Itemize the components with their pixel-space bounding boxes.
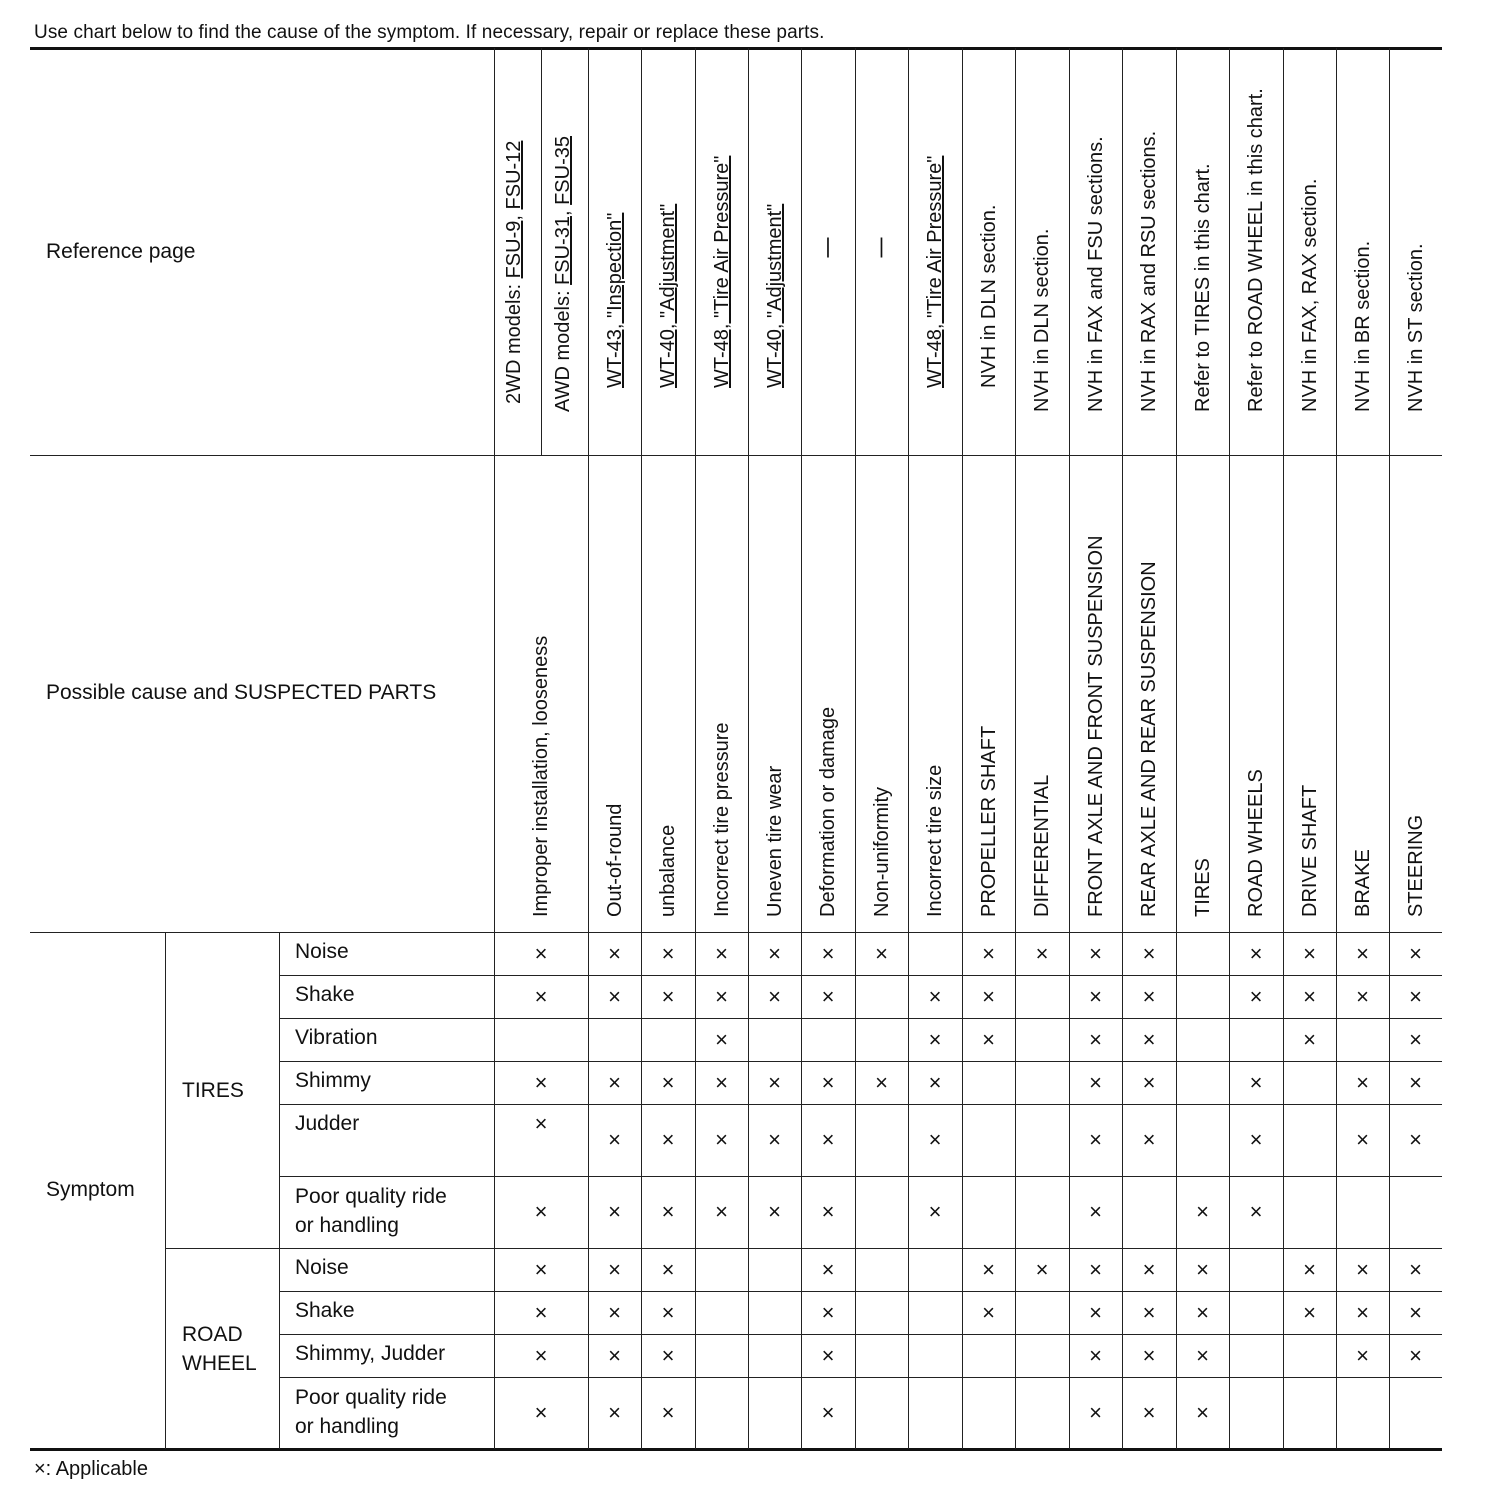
applicable-mark: × — [608, 1256, 621, 1282]
applicable-mark: × — [1249, 1127, 1263, 1152]
applicable-mark: × — [661, 983, 675, 1009]
table-rule — [1389, 48, 1390, 1449]
applicable-mark: × — [928, 1127, 942, 1152]
applicable-mark: × — [1142, 983, 1156, 1009]
applicable-mark: × — [661, 1400, 675, 1425]
applicable-mark: × — [982, 940, 995, 966]
applicable-mark: × — [1089, 1069, 1102, 1095]
applicable-mark: × — [715, 1199, 728, 1224]
reference-text: WT-43, "Inspection" — [603, 212, 626, 388]
table-rule — [279, 1104, 1442, 1105]
applicable-mark: × — [821, 1342, 835, 1368]
applicable-mark: × — [715, 1026, 728, 1052]
applicable-mark: × — [608, 1127, 621, 1152]
applicable-mark: × — [1409, 1299, 1422, 1325]
symptom-name: Shake — [295, 983, 355, 1006]
applicable-mark: × — [768, 983, 781, 1009]
table-rule — [695, 48, 696, 1449]
reference-text: NVH in RAX and RSU sections. — [1138, 130, 1160, 412]
table-rule — [279, 1334, 1442, 1335]
applicable-mark: × — [982, 1026, 995, 1052]
applicable-mark: × — [821, 983, 835, 1009]
applicable-mark: × — [1303, 983, 1316, 1009]
table-rule — [1122, 48, 1123, 1449]
symptom-label: Symptom — [46, 1177, 135, 1201]
reference-text: 2WD models: FSU-9, FSU-12 — [503, 140, 525, 404]
reference-text: WT-48, "Tire Air Pressure" — [710, 155, 733, 388]
applicable-mark: × — [1249, 1199, 1263, 1224]
possible-cause-label: Possible cause and SUSPECTED PARTS — [46, 680, 437, 704]
symptom-name: Judder — [295, 1112, 360, 1135]
applicable-mark: × — [1356, 983, 1369, 1009]
reference-text: WT-40, "Adjustment" — [763, 203, 786, 388]
applicable-mark: × — [1142, 940, 1156, 966]
applicable-mark: × — [928, 1199, 942, 1224]
applicable-mark: × — [928, 1069, 942, 1095]
table-rule — [279, 1018, 1442, 1019]
applicable-mark: × — [534, 1256, 548, 1282]
applicable-mark: × — [608, 1069, 621, 1095]
applicable-mark: × — [1356, 1127, 1369, 1152]
applicable-mark: × — [1142, 1256, 1156, 1282]
table-rule — [1069, 48, 1070, 1449]
table-rule — [279, 1061, 1442, 1062]
cause-label: REAR AXLE AND REAR SUSPENSION — [1138, 561, 1160, 917]
table-rule — [279, 1176, 1442, 1177]
applicable-mark: × — [821, 1400, 835, 1425]
symptom-name: Shake — [295, 1299, 355, 1322]
applicable-mark: × — [1089, 1342, 1102, 1368]
applicable-mark: × — [608, 983, 621, 1009]
applicable-mark: × — [1249, 940, 1263, 966]
applicable-mark: × — [768, 1069, 781, 1095]
applicable-mark: × — [1089, 1400, 1102, 1425]
applicable-mark: × — [982, 1299, 995, 1325]
applicable-mark: × — [1089, 1256, 1102, 1282]
reference-page-label: Reference page — [46, 239, 196, 263]
table-rule — [279, 932, 280, 1449]
group-label: TIRES — [182, 1078, 244, 1102]
cause-label: PROPELLER SHAFT — [977, 725, 1000, 917]
applicable-mark: × — [1303, 1256, 1316, 1282]
reference-text: Refer to ROAD WHEEL in this chart. — [1245, 88, 1267, 412]
applicable-mark: × — [1249, 1069, 1263, 1095]
table-rule — [30, 47, 1442, 50]
cause-label: Out-of-round — [603, 803, 626, 917]
table-rule — [801, 48, 802, 1449]
reference-text: NVH in BR section. — [1351, 240, 1374, 412]
applicable-mark: × — [1409, 1342, 1422, 1368]
symptom-name: Noise — [295, 1256, 349, 1279]
table-rule — [1336, 48, 1337, 1449]
table-rule — [30, 455, 1442, 456]
symptom-name: Vibration — [295, 1026, 378, 1049]
applicable-mark: × — [661, 1127, 675, 1152]
cause-label: DIFFERENTIAL — [1031, 774, 1053, 917]
applicable-mark: × — [982, 1256, 995, 1282]
applicable-mark: × — [928, 1026, 942, 1052]
cause-label: Non-uniformity — [870, 786, 893, 917]
applicable-mark: × — [1142, 1069, 1156, 1095]
symptom-name: Shimmy — [295, 1069, 371, 1092]
table-rule — [748, 48, 749, 1449]
applicable-mark: × — [875, 940, 888, 966]
table-rule — [908, 48, 909, 1449]
applicable-mark: × — [608, 1299, 621, 1325]
cause-label: ROAD WHEELS — [1245, 769, 1267, 917]
applicable-mark: × — [1196, 1342, 1209, 1368]
applicable-mark: × — [768, 1127, 781, 1152]
applicable-mark: × — [821, 1299, 835, 1325]
reference-text: NVH in FAX, RAX section. — [1298, 178, 1321, 412]
applicable-mark: × — [534, 940, 548, 966]
cause-label: Incorrect tire size — [924, 764, 946, 917]
cause-label: DRIVE SHAFT — [1298, 784, 1321, 917]
group-label: ROAD WHEEL — [182, 1322, 257, 1375]
applicable-mark: × — [1142, 1342, 1156, 1368]
intro-text: Use chart below to find the cause of the symptom. If necessary, repair or replace these parts. — [34, 22, 825, 43]
applicable-mark: × — [661, 1199, 675, 1224]
applicable-mark: × — [1142, 1299, 1156, 1325]
applicable-mark: × — [715, 983, 728, 1009]
table-rule — [494, 48, 495, 1449]
symptom-name: Poor quality ride or handling — [295, 1185, 447, 1237]
applicable-mark: × — [608, 1342, 621, 1368]
applicable-mark: × — [1142, 1026, 1156, 1052]
reference-text: WT-40, "Adjustment" — [657, 203, 679, 388]
applicable-mark: × — [1196, 1400, 1209, 1425]
applicable-mark: × — [661, 1256, 675, 1282]
applicable-mark: × — [715, 940, 728, 966]
applicable-mark: × — [1409, 1026, 1422, 1052]
applicable-mark: × — [1142, 1400, 1156, 1425]
applicable-mark: × — [715, 1069, 728, 1095]
reference-text: NVH in FAX and FSU sections. — [1084, 136, 1107, 412]
applicable-mark: × — [534, 1199, 548, 1224]
applicable-mark: × — [661, 1069, 675, 1095]
applicable-mark: × — [1196, 1299, 1209, 1325]
reference-text: NVH in DLN section. — [977, 204, 1000, 388]
applicable-mark: × — [875, 1069, 888, 1095]
applicable-mark: × — [534, 1069, 548, 1095]
applicable-mark: × — [534, 1400, 548, 1425]
applicable-mark: × — [1356, 1299, 1369, 1325]
reference-dash: | — [878, 235, 885, 258]
applicable-mark: × — [928, 983, 942, 1009]
applicable-mark: × — [661, 940, 675, 966]
applicable-mark: × — [1089, 940, 1102, 966]
applicable-mark: × — [1409, 1127, 1422, 1152]
applicable-mark: × — [821, 1256, 835, 1282]
table-rule — [165, 932, 166, 1449]
reference-dash: | — [825, 235, 831, 258]
applicable-mark: × — [1035, 940, 1049, 966]
table-rule — [1015, 48, 1016, 1449]
table-rule — [1176, 48, 1177, 1449]
applicable-mark: × — [768, 1199, 781, 1224]
table-rule — [1229, 48, 1230, 1449]
legend: ×: Applicable — [34, 1458, 148, 1480]
applicable-mark: × — [1303, 940, 1316, 966]
table-rule — [30, 932, 1442, 933]
reference-text: AWD models: FSU-31, FSU-35 — [552, 136, 574, 412]
applicable-mark: × — [1409, 1256, 1422, 1282]
applicable-mark: × — [821, 1199, 835, 1224]
applicable-mark: × — [534, 983, 548, 1009]
reference-text: NVH in DLN section. — [1031, 228, 1053, 412]
table-rule — [279, 975, 1442, 976]
applicable-mark: × — [661, 1342, 675, 1368]
applicable-mark: × — [1356, 1342, 1369, 1368]
table-rule — [30, 1448, 1442, 1451]
table-rule — [165, 1248, 1442, 1249]
applicable-mark: × — [821, 940, 835, 966]
applicable-mark: × — [1356, 1069, 1369, 1095]
symptom-name: Poor quality ride or handling — [295, 1386, 447, 1438]
applicable-mark: × — [1089, 983, 1102, 1009]
applicable-mark: × — [821, 1127, 835, 1152]
cause-label: Deformation or damage — [817, 706, 839, 917]
table-rule — [962, 48, 963, 1449]
applicable-mark: × — [1249, 983, 1263, 1009]
reference-text: Refer to TIRES in this chart. — [1191, 163, 1214, 412]
cause-label: unbalance — [657, 824, 679, 917]
table-rule — [541, 48, 542, 455]
reference-text: WT-48, "Tire Air Pressure" — [924, 155, 946, 388]
cause-label: BRAKE — [1351, 849, 1374, 917]
applicable-mark: × — [608, 1400, 621, 1425]
applicable-mark: × — [534, 1111, 548, 1136]
table-rule — [641, 48, 642, 1449]
cause-label: TIRES — [1191, 858, 1214, 917]
applicable-mark: × — [1089, 1026, 1102, 1052]
table-rule — [279, 1377, 1442, 1378]
applicable-mark: × — [1409, 983, 1422, 1009]
applicable-mark: × — [1035, 1256, 1049, 1282]
cause-label: FRONT AXLE AND FRONT SUSPENSION — [1084, 535, 1107, 917]
applicable-mark: × — [1196, 1256, 1209, 1282]
applicable-mark: × — [768, 940, 781, 966]
cause-label: Improper installation, looseness — [530, 635, 552, 917]
table-rule — [279, 1291, 1442, 1292]
applicable-mark: × — [608, 940, 621, 966]
applicable-mark: × — [715, 1127, 728, 1152]
symptom-name: Shimmy, Judder — [295, 1342, 446, 1365]
applicable-mark: × — [1142, 1127, 1156, 1152]
table-rule — [588, 48, 589, 1449]
cause-label: STEERING — [1404, 814, 1427, 917]
applicable-mark: × — [661, 1299, 675, 1325]
applicable-mark: × — [1196, 1199, 1209, 1224]
reference-text: NVH in ST section. — [1404, 243, 1427, 412]
applicable-mark: × — [1409, 1069, 1422, 1095]
applicable-mark: × — [1089, 1127, 1102, 1152]
applicable-mark: × — [1089, 1199, 1102, 1224]
table-rule — [1283, 48, 1284, 1449]
applicable-mark: × — [608, 1199, 621, 1224]
table-rule — [855, 48, 856, 1449]
applicable-mark: × — [1303, 1299, 1316, 1325]
applicable-mark: × — [982, 983, 995, 1009]
applicable-mark: × — [1356, 940, 1369, 966]
cause-label: Uneven tire wear — [763, 765, 786, 917]
applicable-mark: × — [821, 1069, 835, 1095]
symptom-name: Noise — [295, 940, 349, 963]
applicable-mark: × — [1409, 940, 1422, 966]
applicable-mark: × — [534, 1342, 548, 1368]
applicable-mark: × — [1356, 1256, 1369, 1282]
applicable-mark: × — [1303, 1026, 1316, 1052]
applicable-mark: × — [534, 1299, 548, 1325]
cause-label: Incorrect tire pressure — [710, 722, 733, 917]
applicable-mark: × — [1089, 1299, 1102, 1325]
